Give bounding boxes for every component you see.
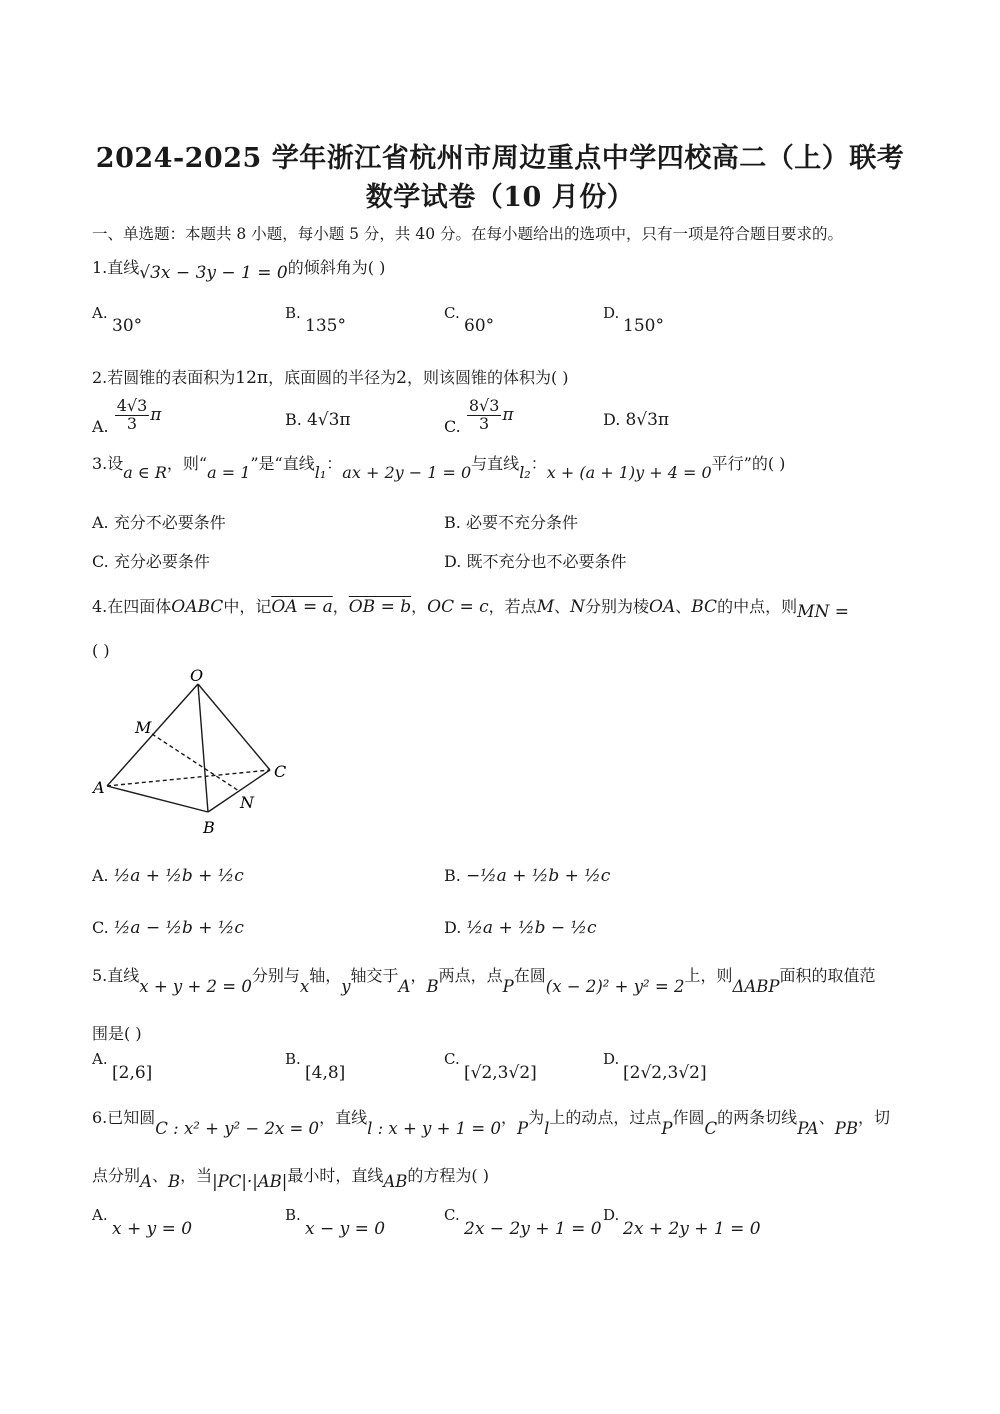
q5-text: 上，则 [684, 966, 733, 985]
q2-text-c: ，则该圆锥的体积为( ) [406, 368, 569, 387]
q6-line2 [92, 1163, 489, 1191]
q5-math: A [398, 977, 411, 996]
q2-text-b: ，底面圆的半径为 [268, 368, 397, 387]
q5-text: 5.直线 [92, 966, 140, 985]
exam-title-line1: 2024-2025 学年浙江省杭州市周边重点中学四校高二（上）联考 [95, 143, 905, 174]
q5-option-b-value: [4,8] [305, 1063, 346, 1083]
q5-text: ， [410, 966, 427, 985]
label-c: C [274, 762, 287, 781]
q2-option-b-value: 4√3π [306, 410, 351, 430]
q6-math: AB [383, 1172, 408, 1191]
q5-math: (x − 2)² + y² = 2 [545, 977, 685, 996]
q4-option-a-label: A. [92, 866, 109, 885]
q4-text: ，若点 [488, 597, 537, 616]
q6-text: ， [500, 1108, 517, 1127]
q3-text: ”是“直线 [250, 454, 315, 473]
q6-math: P [661, 1119, 673, 1138]
q4-option-b-value: −½a + ½b + ½c [465, 866, 611, 886]
q3-text: 3.设 [92, 454, 124, 473]
q4-option-c-value: ½a − ½b + ½c [113, 918, 244, 938]
q1-option-b-value: 135° [305, 316, 346, 336]
q5-text: 分别与 [251, 966, 300, 985]
q3-math: ax + 2y − 1 = 0 [342, 463, 472, 482]
q4-option-c [92, 918, 244, 938]
q6-math: P [517, 1119, 529, 1138]
q3-text: ，则“ [166, 454, 208, 473]
q2-option-a [92, 396, 162, 436]
q2-option-c-pi: π [502, 404, 514, 425]
q4-option-a-value: ½a + ½b + ½c [113, 866, 244, 886]
q3-text: 与直线 [471, 454, 520, 473]
edge-oc [198, 684, 270, 770]
q2-option-b-label: B. [285, 410, 302, 429]
section-heading: 一、单选题：本题共 8 小题，每小题 5 分，共 40 分。在每小题给出的选项中，只有一项是符合题目要求的。 [92, 225, 844, 243]
q1-suffix: 的倾斜角为( ) [287, 258, 386, 277]
q4-text: ， [332, 597, 349, 616]
q1-expr: √3x − 3y − 1 = 0 [139, 263, 288, 283]
q6-math: PB [834, 1119, 858, 1138]
q6-text: 、 [818, 1108, 835, 1127]
q3-math: l₁ [314, 463, 327, 482]
q2-text-a: 2.若圆锥的表面积为 [92, 368, 236, 387]
frac-den: 3 [479, 413, 490, 433]
q2-option-c [444, 396, 514, 436]
q2-option-c-frac [467, 398, 502, 433]
q4-math: BC [691, 597, 718, 617]
q6-text: 作圆 [672, 1108, 705, 1127]
q6-text: 的方程为( ) [407, 1166, 489, 1185]
edge-ac-dashed [107, 770, 270, 786]
q6-math: l [544, 1119, 550, 1138]
q4-math: OA [649, 597, 676, 617]
q6-math: B [167, 1172, 181, 1191]
q3-text: ： [530, 454, 547, 473]
q4-option-b [444, 866, 610, 886]
q5-option-c-value: [√2,3√2] [464, 1063, 537, 1083]
q6-text: 为 [528, 1108, 545, 1127]
q5-math: x + y + 2 = 0 [139, 977, 252, 996]
exam-title-line2: 数学试卷（10 月份） [365, 182, 635, 213]
q1-option-b-label: B. [285, 304, 301, 322]
q5-text: 轴交于 [350, 966, 399, 985]
q6-text: 最小时，直线 [287, 1166, 384, 1185]
q2-option-d-label: D. [603, 410, 621, 429]
q5-option-c-label: C. [444, 1050, 460, 1068]
question-3 [92, 451, 786, 482]
label-m: M [135, 718, 152, 737]
q1-option-a-value: 30° [112, 316, 143, 336]
q2-option-a-pi: π [150, 404, 162, 425]
q6-text: 上的动点，过点 [549, 1108, 662, 1127]
q4-paren: ( ) [92, 641, 110, 660]
q5-option-b-label: B. [285, 1050, 301, 1068]
q4-option-d [444, 918, 597, 938]
q3-math: a ∈ R [123, 463, 167, 482]
q6-text: ，切 [857, 1108, 890, 1127]
q1-option-d-label: D. [603, 304, 620, 322]
q3-text: ： [326, 454, 343, 473]
q6-text: ，当 [180, 1166, 213, 1185]
q6-option-a-label: A. [92, 1206, 108, 1224]
q5-math: B [426, 977, 439, 996]
q6-text: ，直线 [319, 1108, 368, 1127]
q1-option-a-label: A. [92, 304, 108, 322]
q6-math: C : x² + y² − 2x = 0 [155, 1119, 320, 1138]
q4-text: 、 [675, 597, 692, 616]
q4-option-b-label: B. [444, 866, 461, 885]
label-o: O [190, 666, 204, 685]
q6-option-c-label: C. [444, 1206, 460, 1224]
question-4 [92, 594, 850, 622]
q1-option-c-label: C. [444, 304, 460, 322]
q5-option-d-value: [2√2,3√2] [623, 1063, 707, 1083]
q4-text: 4.在四面体 [92, 597, 172, 616]
q6-option-d-value: 2x + 2y + 1 = 0 [623, 1219, 761, 1239]
q5-line2: 围是( ) [92, 1024, 142, 1043]
q3-option-a [92, 510, 226, 533]
tetrahedron-figure [85, 662, 300, 842]
q6-option-a-value: x + y = 0 [112, 1219, 193, 1239]
q3-math: l₂ [519, 463, 531, 482]
q5-text: 面积的取值范 [779, 966, 876, 985]
q5-math: x [299, 977, 310, 996]
q4-option-d-label: D. [444, 918, 462, 937]
frac-num: 4√3 [116, 396, 148, 415]
q5-text: 在圆 [513, 966, 546, 985]
q6-math: A [140, 1172, 152, 1191]
q5-math: ΔABP [732, 977, 780, 996]
q4-vector-oa: OA = a [271, 597, 333, 617]
q3-option-c-value: 充分必要条件 [113, 552, 210, 571]
q2-option-d-value: 8√3π [625, 410, 670, 430]
label-b: B [203, 818, 215, 837]
q6-text: 的两条切线 [717, 1108, 798, 1127]
edge-ob [198, 684, 208, 812]
q4-vector-mn: MN = [797, 602, 850, 622]
q6-option-d-label: D. [603, 1206, 620, 1224]
q6-text: 点分别 [92, 1166, 141, 1185]
q5-option-a-value: [2,6] [112, 1063, 153, 1083]
q4-math: N [570, 597, 585, 617]
label-n: N [240, 793, 254, 812]
q6-math: l : x + y + 1 = 0 [367, 1119, 501, 1138]
q3-text: 平行”的( ) [711, 454, 786, 473]
q3-option-b-value: 必要不充分条件 [465, 513, 578, 532]
q4-math: M [536, 597, 555, 617]
frac-num: 8√3 [468, 396, 500, 415]
q6-math: |PC|·|AB| [212, 1172, 288, 1191]
q5-text: 轴， [309, 966, 342, 985]
q4-text: 中，记 [223, 597, 272, 616]
q2-option-c-label: C. [444, 416, 461, 436]
q5-math: P [502, 977, 514, 996]
q2-option-d [603, 410, 669, 430]
q4-option-a [92, 866, 244, 886]
q3-math: a = 1 [207, 463, 251, 482]
q4-option-d-value: ½a + ½b − ½c [466, 918, 597, 938]
q4-text: 、 [554, 597, 571, 616]
edge-ab [107, 786, 208, 812]
frac-den: 3 [126, 413, 138, 433]
q2-radius: 2 [396, 368, 407, 388]
q6-text: 、 [151, 1166, 168, 1185]
q3-option-d-value: 既不充分也不必要条件 [466, 552, 627, 571]
q6-math: C [704, 1119, 718, 1138]
q2-option-a-label: A. [92, 416, 109, 436]
q6-option-c-value: 2x − 2y + 1 = 0 [464, 1219, 602, 1239]
q1-prefix: 1.直线 [92, 258, 140, 277]
q3-option-a-label: A. [92, 513, 109, 532]
q1-option-c-value: 60° [464, 316, 495, 336]
question-6 [92, 1105, 890, 1138]
question-5 [92, 963, 876, 996]
q6-option-b-value: x − y = 0 [305, 1219, 386, 1239]
q3-option-b-label: B. [444, 513, 461, 532]
q5-math: y [341, 977, 351, 996]
q4-text: 的中点，则 [717, 597, 798, 616]
q3-option-d-label: D. [444, 552, 462, 571]
q2-option-b [285, 410, 351, 430]
q5-text: 两点，点 [438, 966, 503, 985]
q4-option-c-label: C. [92, 918, 109, 937]
label-a: A [93, 778, 105, 797]
q3-option-b [444, 510, 578, 533]
q6-option-b-label: B. [285, 1206, 301, 1224]
q2-area: 12π [235, 368, 269, 388]
q3-option-a-value: 充分不必要条件 [113, 513, 226, 532]
q3-math: x + (a + 1)y + 4 = 0 [546, 463, 712, 482]
q3-option-c [92, 549, 210, 572]
q5-option-d-label: D. [603, 1050, 620, 1068]
q3-option-d [444, 549, 626, 572]
q3-option-c-label: C. [92, 552, 109, 571]
question-2 [92, 365, 569, 388]
question-1 [92, 255, 386, 283]
segment-mn-dashed [152, 734, 239, 791]
q6-text: 6.已知圆 [92, 1108, 156, 1127]
q4-vector-oc: OC = c [427, 597, 489, 617]
q4-vector-ob: OB = b [348, 597, 412, 617]
q4-text: ， [411, 597, 428, 616]
q5-option-a-label: A. [92, 1050, 108, 1068]
q4-math: OABC [171, 597, 224, 617]
q2-option-a-frac [115, 398, 150, 433]
q4-text: 分别为棱 [585, 597, 650, 616]
q1-option-d-value: 150° [623, 316, 664, 336]
q6-math: PA [797, 1119, 819, 1138]
